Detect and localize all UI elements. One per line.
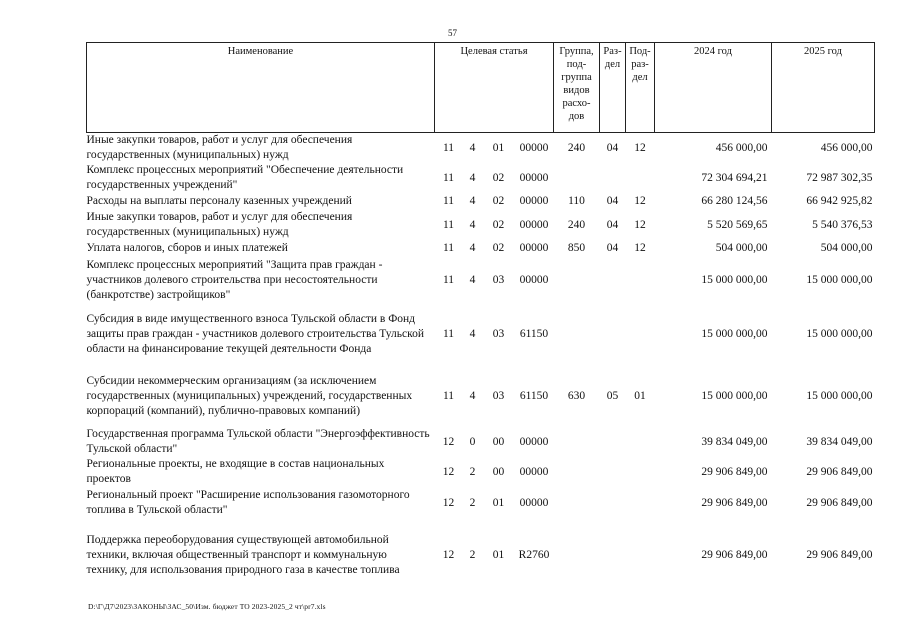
subsection-code: 12 [634, 242, 646, 254]
section-code: 04 [606, 242, 619, 254]
target-code-type: 2 [469, 465, 476, 478]
row-name: Поддержка переоборудования существующей автомобильной техники, включая общественный транспорт и коммунальную технику, для использования природного газа в качестве топлива [86, 533, 400, 576]
amount-2025: 5 540 376,53 [812, 218, 873, 231]
target-code-element: 00 [492, 465, 505, 478]
amount-2024: 29 906 849,00 [701, 548, 768, 561]
expense-group: 850 [567, 242, 586, 254]
row-name: Уплата налогов, сборов и иных платежей [86, 242, 288, 254]
row-name: Государственная программа Тульской области "Энергоэффективность Тульской области" [86, 428, 430, 455]
table-header [87, 43, 875, 133]
target-code-program: 12 [442, 435, 455, 448]
target-code-type: 4 [469, 171, 476, 184]
target-code-element: 03 [492, 273, 505, 286]
target-code-element: 01 [492, 496, 505, 509]
section-code: 04 [606, 141, 619, 154]
amount-2024: 29 906 849,00 [701, 465, 768, 478]
subsection-code [626, 457, 655, 487]
target-code-program: 12 [442, 496, 455, 509]
page-number: 57 [448, 28, 457, 38]
section-code [600, 163, 626, 193]
amount-2024: 5 520 569,65 [707, 218, 768, 231]
section-code [600, 519, 626, 579]
target-code-type: 2 [469, 548, 476, 561]
target-code-element: 02 [492, 195, 505, 207]
row-name: Субсидии некоммерческим организациям (за исключением государственных (муниципальных) учреждений, государственных корпораций (компаний), публично-правовых компаний) [86, 374, 413, 417]
subsection-code [626, 427, 655, 457]
row-name: Субсидия в виде имущественного взноса Тульской области в Фонд защиты прав граждан - участников долевого строительства Тульской области на финансирование текущей деятельности Фонда [86, 312, 425, 355]
target-code-direction: 00000 [519, 435, 549, 448]
row-name: Региональные проекты, не входящие в состав национальных проектов [86, 458, 385, 485]
expense-group [554, 427, 600, 457]
target-code-program: 11 [442, 171, 455, 184]
target-code-type: 2 [469, 496, 476, 509]
table-row [87, 193, 875, 210]
row-name: Иные закупки товаров, работ и услуг для обеспечения государственных (муниципальных) нужд [86, 211, 353, 238]
header-group: Группа, под-группа видов расхо-дов [554, 43, 600, 133]
amount-2024: 66 280 124,56 [701, 195, 768, 207]
section-code: 04 [606, 195, 619, 207]
section-code [600, 487, 626, 519]
header-2025: 2025 год [772, 43, 875, 133]
amount-2025: 15 000 000,00 [806, 273, 873, 286]
target-code-element: 02 [492, 242, 505, 254]
target-code-direction: 00000 [519, 242, 549, 254]
row-name: Комплекс процессных мероприятий "Обеспечение деятельности государственных учреждений" [86, 164, 404, 191]
table-row [87, 519, 875, 579]
table-row [87, 240, 875, 257]
section-code: 05 [606, 389, 619, 402]
table-row [87, 133, 875, 164]
amount-2024: 456 000,00 [715, 141, 768, 154]
table-row [87, 163, 875, 193]
target-code-element: 02 [492, 218, 505, 231]
target-code-program: 11 [442, 218, 455, 231]
target-code-type: 4 [469, 141, 476, 154]
section-code: 04 [606, 218, 619, 231]
file-path-footer: D:\Г\Д7\2023\ЗАКОНЫ\ЗАС_50\Изм. бюджет ТО 2023-2025_2 чт\pr7.xls [88, 602, 326, 611]
table-row [87, 487, 875, 519]
target-code-direction: 00000 [519, 273, 549, 286]
amount-2024: 39 834 049,00 [701, 435, 768, 448]
target-code-type: 4 [469, 218, 476, 231]
section-code [600, 457, 626, 487]
row-name: Комплекс процессных мероприятий "Защита прав граждан - участников долевого строительства при несостоятельности (банкротстве) застройщиков" [86, 258, 383, 301]
amount-2024: 15 000 000,00 [701, 273, 768, 286]
target-code-direction: 00000 [519, 496, 549, 509]
table-row [87, 427, 875, 457]
target-code-program: 11 [442, 195, 455, 207]
target-code-element: 03 [492, 327, 505, 340]
amount-2024: 72 304 694,21 [701, 171, 768, 184]
subsection-code: 12 [634, 218, 646, 231]
expense-group [554, 163, 600, 193]
table-row [87, 210, 875, 240]
amount-2025: 29 906 849,00 [806, 496, 873, 509]
subsection-code: 12 [634, 141, 646, 154]
target-code-program: 11 [442, 273, 455, 286]
target-code-element: 00 [492, 435, 505, 448]
target-code-program: 11 [442, 389, 455, 402]
table-row [87, 303, 875, 365]
expense-group: 630 [567, 389, 586, 402]
amount-2025: 29 906 849,00 [806, 465, 873, 478]
target-code-program: 12 [442, 465, 455, 478]
subsection-code [626, 487, 655, 519]
target-code-program: 11 [442, 242, 455, 254]
amount-2024: 29 906 849,00 [701, 496, 768, 509]
subsection-code: 12 [634, 195, 646, 207]
amount-2025: 456 000,00 [820, 141, 873, 154]
amount-2025: 15 000 000,00 [806, 389, 873, 402]
target-code-type: 0 [469, 435, 476, 448]
table-row [87, 365, 875, 427]
amount-2025: 66 942 925,82 [806, 195, 873, 207]
expense-group: 240 [567, 218, 586, 231]
row-name: Расходы на выплаты персоналу казенных учреждений [86, 195, 352, 207]
subsection-code: 01 [634, 389, 646, 402]
section-code [600, 303, 626, 365]
subsection-code [626, 519, 655, 579]
amount-2025: 29 906 849,00 [806, 548, 873, 561]
target-code-element: 01 [492, 548, 505, 561]
target-code-direction: 00000 [519, 171, 549, 184]
expense-group [554, 487, 600, 519]
row-name: Региональный проект "Расширение использования газомоторного топлива в Тульской области" [86, 489, 410, 516]
header-name: Наименование [87, 43, 435, 133]
target-code-element: 01 [492, 141, 505, 154]
expense-group [554, 257, 600, 303]
amount-2025: 504 000,00 [820, 242, 873, 254]
amount-2025: 72 987 302,35 [806, 171, 873, 184]
target-code-program: 11 [442, 327, 455, 340]
section-code [600, 427, 626, 457]
header-target: Целевая статья [435, 43, 554, 133]
target-code-direction: 61150 [519, 389, 549, 402]
target-code-type: 4 [469, 242, 476, 254]
target-code-direction: R2760 [518, 548, 550, 561]
subsection-code [626, 163, 655, 193]
table-row [87, 257, 875, 303]
table-row [87, 457, 875, 487]
target-code-type: 4 [469, 327, 476, 340]
subsection-code [626, 257, 655, 303]
target-code-direction: 00000 [519, 141, 549, 154]
row-name: Иные закупки товаров, работ и услуг для обеспечения государственных (муниципальных) нужд [86, 134, 353, 161]
amount-2024: 15 000 000,00 [701, 389, 768, 402]
target-code-element: 03 [492, 389, 505, 402]
header-section: Раз-дел [600, 43, 626, 133]
target-code-program: 12 [442, 548, 455, 561]
amount-2025: 39 834 049,00 [806, 435, 873, 448]
amount-2025: 15 000 000,00 [806, 327, 873, 340]
expense-group: 110 [568, 195, 585, 207]
amount-2024: 504 000,00 [715, 242, 768, 254]
target-code-direction: 00000 [519, 195, 549, 207]
expense-group: 240 [567, 141, 586, 154]
target-code-direction: 00000 [519, 218, 549, 231]
target-code-element: 02 [492, 171, 505, 184]
expense-group [554, 519, 600, 579]
subsection-code [626, 303, 655, 365]
budget-table [86, 42, 875, 579]
target-code-direction: 00000 [519, 465, 549, 478]
expense-group [554, 457, 600, 487]
target-code-program: 11 [442, 141, 455, 154]
amount-2024: 15 000 000,00 [701, 327, 768, 340]
section-code [600, 257, 626, 303]
header-subsection: Под-раз-дел [626, 43, 655, 133]
target-code-type: 4 [469, 195, 476, 207]
header-2024: 2024 год [655, 43, 772, 133]
target-code-type: 4 [469, 389, 476, 402]
target-code-direction: 61150 [519, 327, 549, 340]
expense-group [554, 303, 600, 365]
target-code-type: 4 [469, 273, 476, 286]
